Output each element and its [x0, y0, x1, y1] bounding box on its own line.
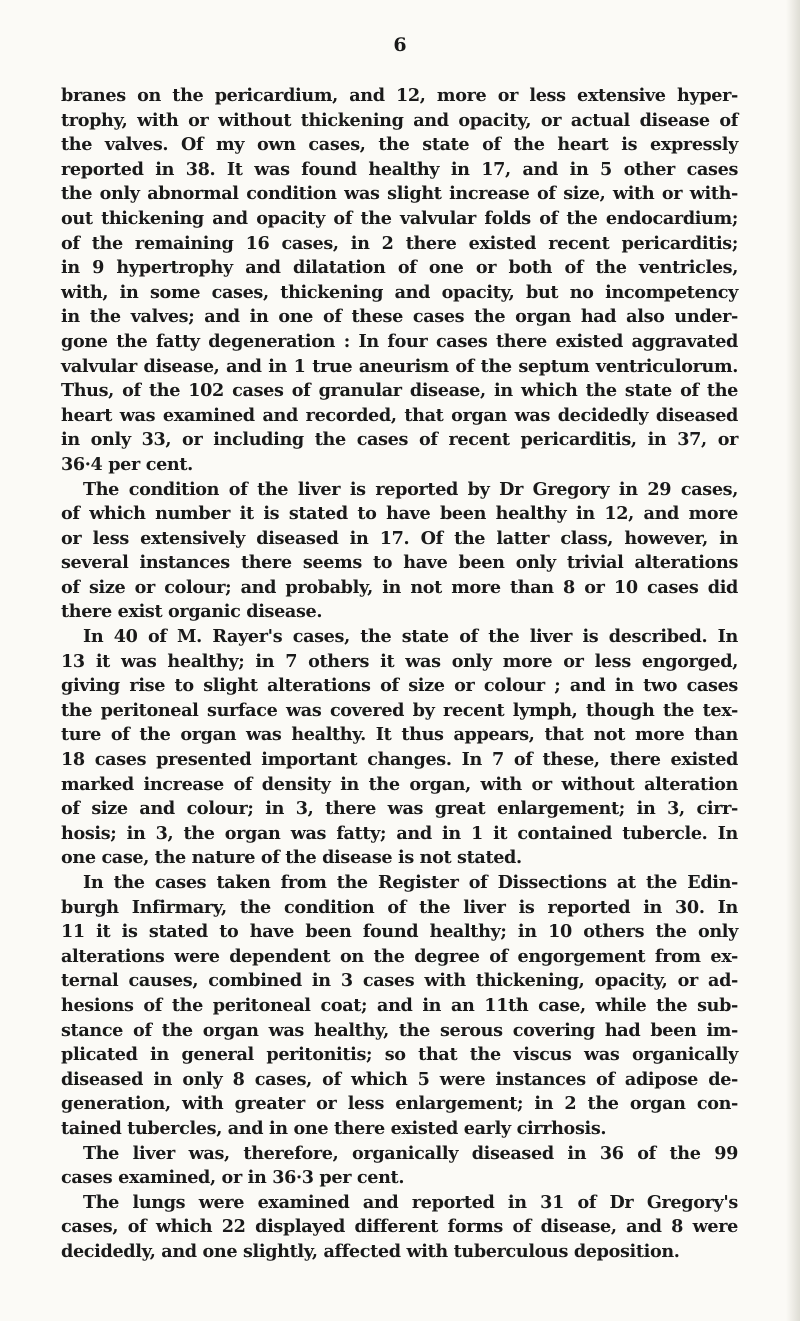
text-line: 13 it was healthy; in 7 others it was only more or less engorged, [61, 650, 738, 672]
text-line: stance of the organ was healthy, the serous covering had been im- [61, 1019, 738, 1041]
paragraph [61, 625, 738, 871]
text-line: 11 it is stated to have been found healthy; in 10 others the only [61, 921, 738, 943]
text-line: ture of the organ was healthy. It thus appears, that not more than [61, 724, 738, 746]
text-line: marked increase of density in the organ, with or without alteration [61, 773, 738, 795]
text-line: of the remaining 16 cases, in 2 there existed recent pericarditis; [61, 232, 738, 254]
text-line: several instances there seems to have been only trivial alterations [61, 552, 738, 574]
text-line: of which number it is stated to have been healthy in 12, and more [61, 503, 738, 525]
text-line: of size and colour; in 3, there was great enlargement; in 3, cirr- [61, 798, 738, 820]
text-line: decidedly, and one slightly, affected with tuberculous deposition. [61, 1240, 680, 1262]
text-line: Thus, of the 102 cases of granular disease, in which the state of the [61, 380, 738, 402]
text-line: there exist organic disease. [61, 601, 323, 623]
paragraph [61, 1191, 738, 1265]
text-line: cases examined, or in 36·3 per cent. [61, 1167, 405, 1189]
paragraph [61, 84, 738, 478]
text-line: 18 cases presented important changes. In 7 of these, there existed [61, 749, 738, 771]
text-line: in the valves; and in one of these cases the organ had also under- [61, 306, 738, 328]
text-line: reported in 38. It was found healthy in 17, and in 5 other cases [61, 158, 738, 180]
text-line: heart was examined and recorded, that organ was decidedly diseased [61, 404, 738, 426]
text-line: or less extensively diseased in 17. Of the latter class, however, in [61, 527, 738, 549]
page-body [61, 84, 738, 1265]
text-line: out thickening and opacity of the valvular folds of the endocardium; [61, 207, 738, 229]
paragraph [61, 478, 738, 626]
text-line: plicated in general peritonitis; so that the viscus was organically [61, 1044, 738, 1066]
text-line: trophy, with or without thickening and opacity, or actual disease of [61, 109, 738, 131]
page-edge-shadow [786, 0, 800, 1321]
text-line: generation, with greater or less enlargement; in 2 the organ con- [61, 1093, 738, 1115]
text-line: in only 33, or including the cases of recent pericarditis, in 37, or [61, 429, 738, 451]
text-line: The condition of the liver is reported by Dr Gregory in 29 cases, [83, 478, 738, 500]
text-line: with, in some cases, thickening and opacity, but no incompetency [61, 281, 738, 303]
text-line: the valves. Of my own cases, the state of the heart is expressly [61, 134, 738, 156]
paragraph [61, 871, 738, 1142]
text-line: burgh Infirmary, the condition of the liver is reported in 30. In [61, 896, 738, 918]
text-line: in 9 hypertrophy and dilatation of one or both of the ventricles, [61, 257, 738, 279]
text-line: hosis; in 3, the organ was fatty; and in 1 it contained tubercle. In [61, 822, 738, 844]
text-line: In 40 of M. Rayer's cases, the state of the liver is described. In [83, 626, 738, 648]
text-line: branes on the pericardium, and 12, more or less extensive hyper- [61, 85, 738, 106]
text-line: valvular disease, and in 1 true aneurism of the septum ventriculorum. [61, 355, 738, 377]
text-line: hesions of the peritoneal coat; and in an 11th case, while the sub- [61, 994, 738, 1016]
text-line: giving rise to slight alterations of size or colour ; and in two cases [61, 675, 738, 697]
text-line: tained tubercles, and in one there existed early cirrhosis. [61, 1117, 607, 1139]
text-line: of size or colour; and probably, in not more than 8 or 10 cases did [61, 576, 738, 598]
text-line: 36·4 per cent. [61, 453, 193, 475]
text-line: The lungs were examined and reported in 31 of Dr Gregory's [83, 1191, 738, 1213]
text-line: the only abnormal condition was slight increase of size, with or with- [61, 183, 738, 205]
text-line: gone the fatty degeneration : In four cases there existed aggravated [61, 330, 738, 352]
text-line: In the cases taken from the Register of Dissections at the Edin- [83, 872, 738, 893]
text-line: alterations were dependent on the degree of engorgement from ex- [61, 945, 738, 967]
text-line: ternal causes, combined in 3 cases with thickening, opacity, or ad- [61, 970, 738, 992]
text-line: the peritoneal surface was covered by recent lymph, though the tex- [61, 699, 738, 721]
text-line: diseased in only 8 cases, of which 5 were instances of adipose de- [61, 1068, 738, 1090]
text-line: cases, of which 22 displayed different forms of disease, and 8 were [61, 1216, 738, 1238]
page-number: 6 [393, 34, 407, 56]
text-line: The liver was, therefore, organically diseased in 36 of the 99 [83, 1142, 738, 1164]
paragraph [61, 1142, 738, 1191]
text-line: one case, the nature of the disease is not stated. [61, 847, 522, 869]
